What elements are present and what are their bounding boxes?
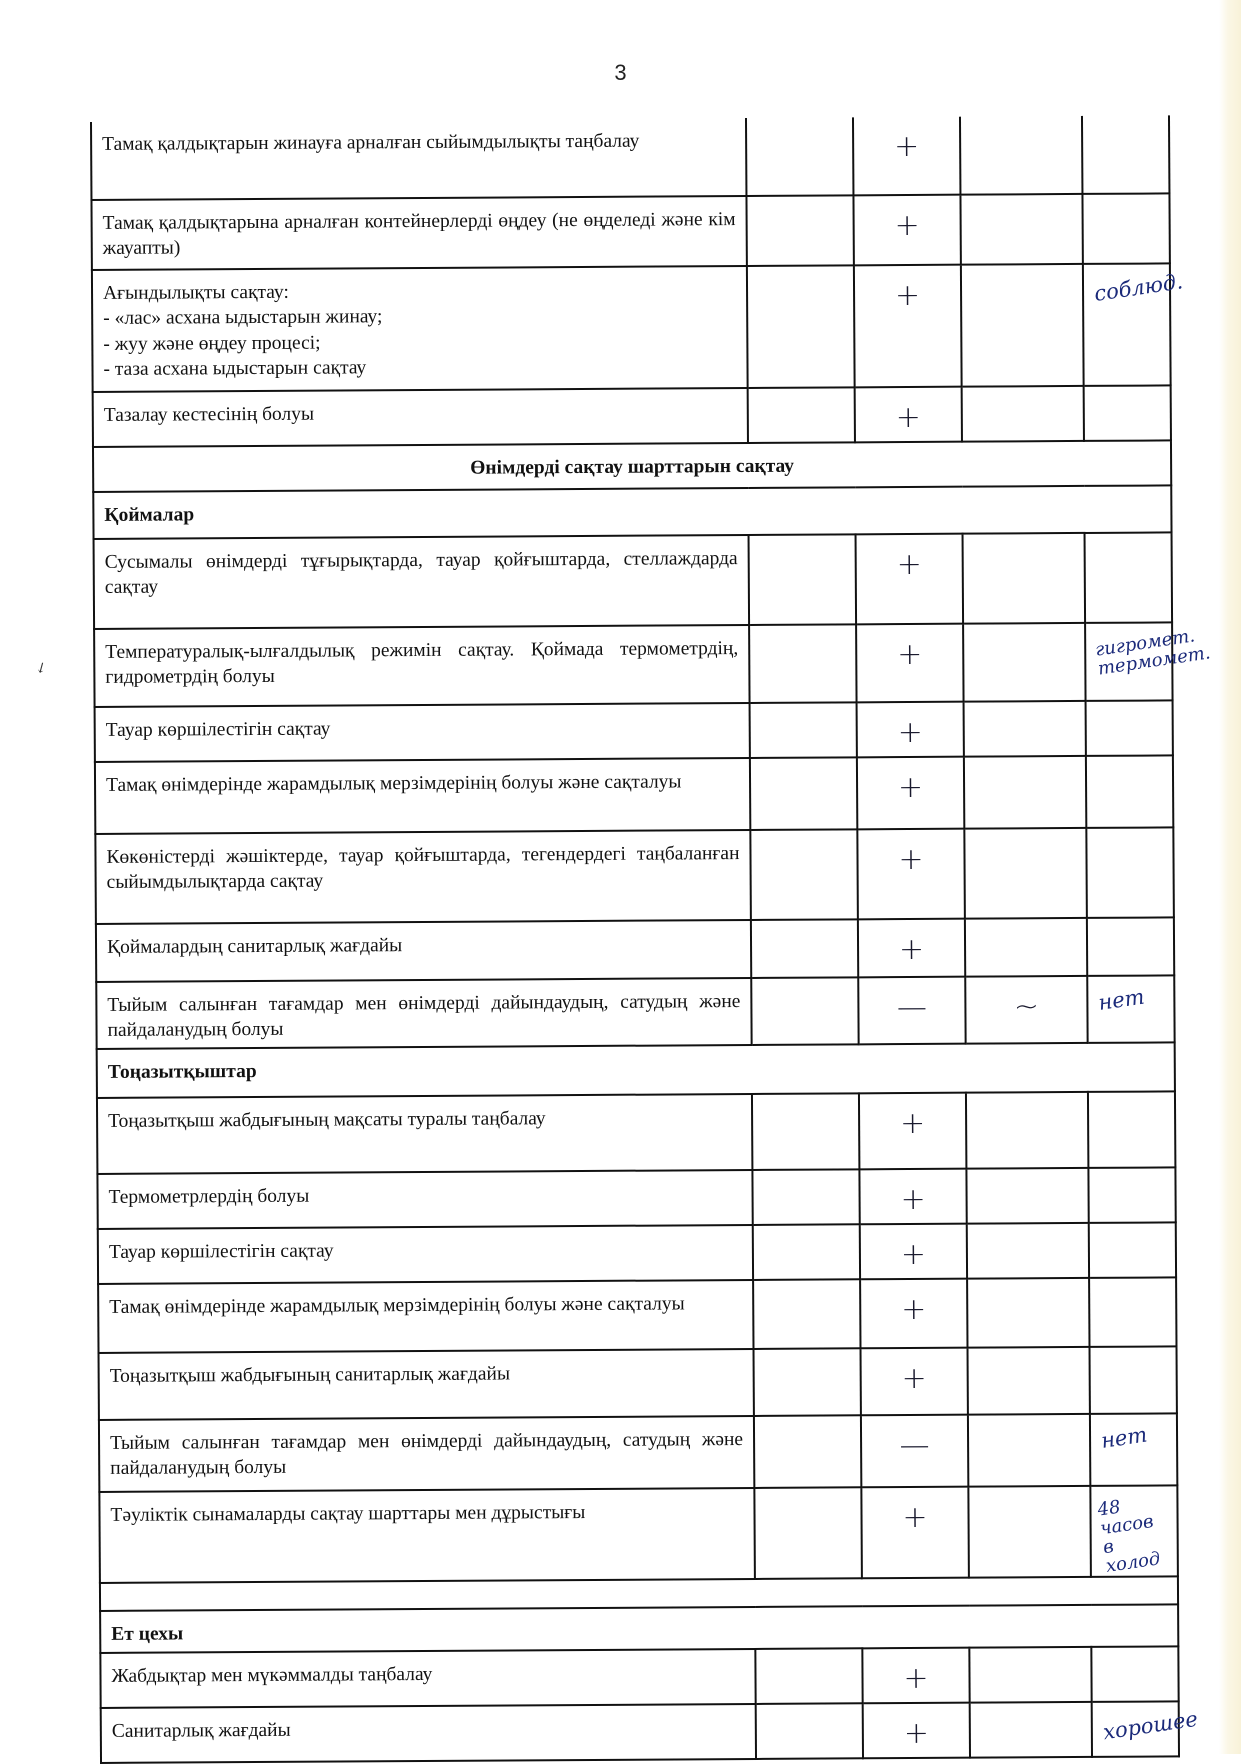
table-row xyxy=(94,532,1173,629)
mark-cell-col3 xyxy=(968,1486,1091,1578)
criterion-text: Қоймалардың санитарлық жағдайы xyxy=(96,920,751,982)
mark-cell-col3 xyxy=(968,1347,1090,1415)
mark-cell-col1 xyxy=(751,977,858,1044)
mark-cell-col1 xyxy=(750,829,858,920)
criterion-text: Көкөністерді жәшіктерде, тауар қойғыштарда, тегендердегі таңбаланған сыйымдылықтарда сақтау xyxy=(95,830,751,924)
mark-cell-col1 xyxy=(748,387,855,443)
mark-cell-col1 xyxy=(756,1703,863,1759)
criterion-text: Санитарлық жағдайы xyxy=(101,1704,756,1763)
mark-cell-col1 xyxy=(746,195,853,266)
mark-cell-col2: — xyxy=(861,1414,968,1487)
table-row xyxy=(98,1277,1176,1353)
mark-cell-col3 xyxy=(965,918,1087,977)
section-title: Өнімдерді сақтау шарттарын сақтау xyxy=(93,440,1171,492)
mark-cell-col2: + xyxy=(857,702,964,758)
criterion-text: Тамақ қалдықтарын жинауға арналған сыйымдылықты таңбалау xyxy=(91,118,746,200)
handwritten-note-cell xyxy=(1088,1167,1175,1223)
table-row xyxy=(94,622,1172,707)
checklist-rows xyxy=(91,115,1212,1762)
table-row xyxy=(99,1346,1177,1420)
mark-cell-col1 xyxy=(752,1093,859,1170)
table-row xyxy=(101,1701,1179,1763)
mark-cell-col1 xyxy=(754,1415,861,1488)
criterion-line: - таза асхана ыдыстарын сақтау xyxy=(103,357,367,380)
handwritten-note-cell xyxy=(1090,1485,1178,1577)
mark-cell-col2: — xyxy=(858,977,965,1044)
handwritten-note-cell xyxy=(1089,1277,1176,1347)
group-row xyxy=(97,1042,1175,1098)
criterion-text: Тәуліктік сынамаларды сақтау шарттары мен дұрыстығы xyxy=(99,1488,755,1584)
criterion-line: - «лас» асхана ыдыстарын жинау; xyxy=(103,306,383,330)
handwritten-note-cell xyxy=(1082,193,1169,264)
handwritten-note-cell xyxy=(1082,115,1169,194)
mark-cell-col3 xyxy=(968,1414,1090,1487)
criterion-text: Тамақ қалдықтарына арналған контейнерлерді өңдеу (не өңделеді және кім жауапты) xyxy=(91,196,746,270)
mark-cell-col2: + xyxy=(861,1486,969,1578)
mark-cell-col3 xyxy=(964,701,1086,757)
handwritten-note: 48 часов в холод xyxy=(1096,1496,1162,1577)
table-row xyxy=(95,700,1173,762)
checklist-table-wrapper xyxy=(90,115,1212,1763)
handwritten-note-cell xyxy=(1088,1091,1175,1168)
table-row xyxy=(96,975,1174,1048)
mark-cell-col3 xyxy=(967,1223,1089,1279)
mark-cell-col2: + xyxy=(862,1647,969,1703)
mark-cell-col2: + xyxy=(860,1223,967,1279)
mark-cell-col2: + xyxy=(857,757,964,830)
mark-cell-col2: + xyxy=(861,1347,968,1415)
table-row xyxy=(97,1091,1175,1174)
mark-cell-col1 xyxy=(747,265,855,388)
criterion-line: - жуу және өңдеу процесі; xyxy=(103,332,321,355)
handwritten-note-cell xyxy=(1087,917,1174,976)
handwritten-note-cell xyxy=(1092,1701,1200,1757)
mark-cell-col2: + xyxy=(858,919,965,978)
group-title: Қоймалар xyxy=(93,485,1171,539)
handwritten-note: гигромет. термомет. xyxy=(1093,625,1212,680)
mark-cell-col1 xyxy=(750,702,857,758)
mark-cell-col1 xyxy=(749,624,856,703)
criterion-text: Тыйым салынған тағамдар мен өнімдерді дайындаудың, сатудың және пайдаланудың болуы xyxy=(96,978,751,1049)
mark-cell-col3: ~ xyxy=(965,976,1087,1043)
criterion-text: Жабдықтар мен мүкәммалды таңбалау xyxy=(100,1649,755,1708)
mark-cell-col2: + xyxy=(853,195,960,266)
stray-scan-mark: ↙ xyxy=(33,659,51,678)
criterion-text: Тауар көршілестігін сақтау xyxy=(98,1225,753,1284)
table-row xyxy=(99,1485,1178,1583)
mark-cell-col1 xyxy=(752,1169,859,1225)
criterion-text xyxy=(92,266,748,392)
table-row xyxy=(95,755,1173,834)
page-number: 3 xyxy=(614,60,627,85)
mark-cell-col3 xyxy=(966,1092,1088,1169)
handwritten-note: хорошее xyxy=(1101,1706,1200,1744)
mark-cell-col1 xyxy=(750,757,857,830)
handwritten-note-cell xyxy=(1089,1346,1176,1414)
mark-cell-col1 xyxy=(751,919,858,978)
criterion-text: Температуралық-ылғалдылық режимін сақтау. Қоймада термометрдің, гидрометрдің болуы xyxy=(94,625,749,707)
criterion-text: Тамақ өнімдерінде жарамдылық мерзімдерінің болуы және сақталуы xyxy=(98,1280,753,1353)
criterion-line: Ағындылықты сақтау: xyxy=(102,281,289,304)
mark-cell-col1 xyxy=(754,1348,861,1416)
group-row xyxy=(100,1605,1178,1653)
group-row xyxy=(93,485,1171,539)
criterion-text: Тазалау кестесінің болуы xyxy=(93,388,748,447)
mark-cell-col3 xyxy=(962,386,1084,442)
group-title: Тоңазытқыштар xyxy=(97,1042,1175,1098)
mark-cell-col3 xyxy=(964,756,1086,829)
mark-cell-col2: + xyxy=(856,534,964,625)
handwritten-note-cell xyxy=(1091,1646,1178,1702)
criterion-text: Тоңазытқыш жабдығының санитарлық жағдайы xyxy=(99,1349,754,1420)
mark-cell-col1 xyxy=(753,1279,860,1349)
criterion-text: Тауар көршілестігін сақтау xyxy=(95,703,750,762)
handwritten-note: нет xyxy=(1096,984,1146,1015)
mark-cell-col3 xyxy=(969,1647,1091,1703)
handwritten-note-cell xyxy=(1086,755,1173,828)
mark-cell-col3 xyxy=(963,533,1086,624)
checklist-table xyxy=(90,115,1212,1763)
handwritten-note-cell xyxy=(1090,1413,1177,1486)
mark-cell-col1 xyxy=(749,534,857,625)
table-row xyxy=(92,263,1171,392)
handwritten-note-cell xyxy=(1085,622,1212,701)
mark-cell-col2: + xyxy=(859,1168,966,1224)
table-row xyxy=(91,115,1169,200)
table-row xyxy=(95,827,1174,924)
mark-cell-col3 xyxy=(967,1278,1089,1348)
handwritten-note: нет xyxy=(1099,1422,1149,1453)
mark-cell-col1 xyxy=(755,1648,862,1704)
handwritten-note-cell xyxy=(1084,385,1171,441)
criterion-text: Тыйым салынған тағамдар мен өнімдерді дайындаудың, сатудың және пайдаланудың болуы xyxy=(99,1416,754,1492)
criterion-text: Тамақ өнімдерінде жарамдылық мерзімдерінің болуы және сақталуы xyxy=(95,758,750,834)
mark-cell-col3 xyxy=(961,264,1084,387)
table-row xyxy=(100,1646,1178,1708)
handwritten-note-cell xyxy=(1089,1222,1176,1278)
mark-cell-col3 xyxy=(966,1168,1088,1224)
table-row xyxy=(98,1222,1176,1284)
handwritten-note-cell xyxy=(1086,827,1174,918)
mark-cell-col1 xyxy=(746,117,853,196)
mark-cell-col2: + xyxy=(853,117,960,196)
mark-cell-col3 xyxy=(960,116,1082,195)
handwritten-note-cell xyxy=(1083,263,1185,386)
mark-cell-col1 xyxy=(754,1487,862,1579)
group-title: Ет цехы xyxy=(100,1605,1178,1653)
handwritten-note-cell xyxy=(1087,975,1174,1042)
mark-cell-col2: + xyxy=(857,829,965,920)
mark-cell-col2: + xyxy=(860,1278,967,1348)
criterion-text: Тоңазытқыш жабдығының мақсаты туралы таңбалау xyxy=(97,1094,752,1174)
mark-cell-col2: + xyxy=(859,1092,966,1169)
table-row xyxy=(99,1413,1177,1492)
mark-cell-col2: + xyxy=(854,265,962,388)
mark-cell-col1 xyxy=(753,1224,860,1280)
scan-paper-edge xyxy=(1219,0,1241,1754)
mark-cell-col2: + xyxy=(856,624,963,703)
mark-cell-col3 xyxy=(970,1702,1092,1758)
mark-cell-col3 xyxy=(963,623,1085,702)
section-row xyxy=(93,440,1171,492)
table-row xyxy=(93,385,1171,447)
criterion-text: Термометрлердің болуы xyxy=(97,1170,752,1229)
criterion-text: Сусымалы өнімдерді тұғырықтарда, тауар қойғыштарда, стеллаждарда сақтау xyxy=(94,535,750,629)
mark-cell-col2: + xyxy=(855,387,962,443)
table-row xyxy=(91,193,1169,270)
handwritten-note: соблюд. xyxy=(1092,269,1185,306)
mark-cell-col3 xyxy=(960,194,1082,265)
handwritten-note-cell xyxy=(1086,700,1173,756)
table-row xyxy=(96,917,1174,982)
mark-cell-col2: + xyxy=(863,1702,970,1758)
mark-cell-col3 xyxy=(964,828,1087,919)
table-row xyxy=(97,1167,1175,1229)
handwritten-note-cell xyxy=(1085,532,1173,623)
